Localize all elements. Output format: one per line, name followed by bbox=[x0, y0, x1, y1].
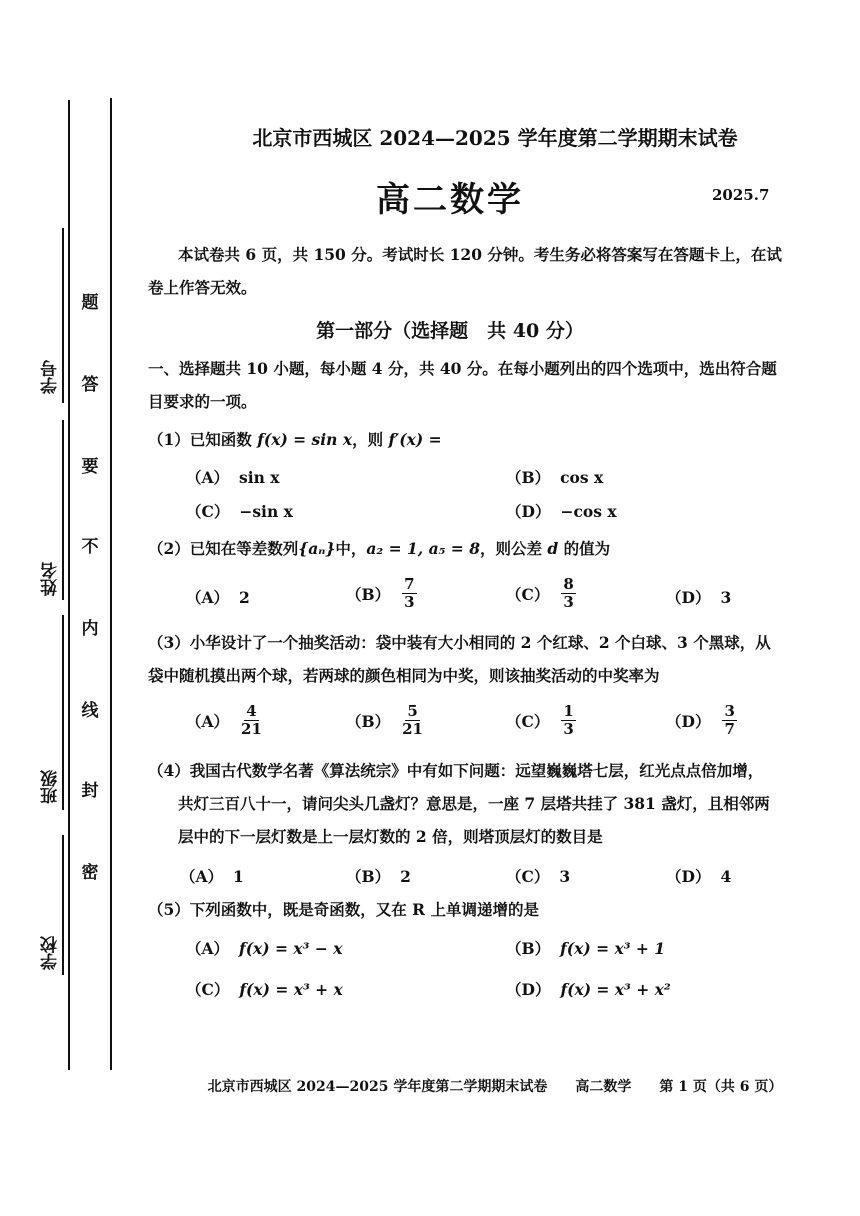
denominator: 3 bbox=[563, 720, 574, 738]
q3-option-c[interactable] bbox=[506, 703, 576, 738]
exam-title: 北京市西城区 2024—2025 学年度第二学期期末试卷 bbox=[252, 126, 738, 150]
option-key: （B） bbox=[346, 584, 391, 604]
option-key: （D） bbox=[666, 588, 711, 607]
q5-line-1: （5）下列函数中，既是奇函数，又在 R 上单调递增的是 bbox=[148, 900, 539, 919]
q2-option-b[interactable] bbox=[346, 576, 417, 611]
q2-cond: a₂ = 1, a₅ = 8 bbox=[366, 539, 480, 558]
section-intro-line-2: 目要求的一项。 bbox=[148, 392, 257, 411]
option-key: （D） bbox=[666, 867, 711, 886]
q1-mid: ，则 bbox=[352, 430, 384, 449]
q1-expr: f(x) = sin x bbox=[257, 430, 353, 449]
option-key: （A） bbox=[186, 468, 230, 487]
option-value: 3 bbox=[720, 587, 732, 607]
option-key: （C） bbox=[186, 980, 230, 999]
seal-char-1: 题 bbox=[81, 293, 99, 313]
fraction bbox=[561, 703, 575, 738]
option-value: 4 bbox=[720, 866, 732, 886]
denominator: 3 bbox=[563, 593, 574, 611]
section-intro-line-1: 一、选择题共 10 小题，每小题 4 分，共 40 分。在每小题列出的四个选项中，选出符合题 bbox=[148, 359, 777, 378]
option-value: 3 bbox=[559, 866, 571, 886]
q1-option-d[interactable] bbox=[506, 500, 617, 522]
page-footer: 北京市西城区 2024—2025 学年度第二学期期末试卷 高二数学 第 1 页（共 6 页） bbox=[207, 1079, 783, 1095]
q4-option-a[interactable] bbox=[180, 865, 244, 887]
field-class[interactable] bbox=[38, 770, 62, 810]
q4-line-2: 共灯三百八十一，请问尖头几盏灯？意思是，一座 7 层塔共挂了 381 盏灯，且相邻两 bbox=[178, 794, 770, 813]
option-value: f(x) = x³ + 1 bbox=[560, 938, 666, 958]
q4-option-c[interactable] bbox=[506, 865, 570, 887]
numerator: 8 bbox=[563, 575, 574, 593]
question-4 bbox=[148, 754, 788, 853]
q1-option-b[interactable] bbox=[506, 466, 603, 488]
question-5 bbox=[148, 893, 788, 926]
seal-char-4: 不 bbox=[81, 537, 99, 557]
q2-suffix: ，则公差 bbox=[479, 539, 542, 558]
denominator: 3 bbox=[404, 593, 415, 611]
option-key: （A） bbox=[186, 588, 230, 607]
option-value: sin x bbox=[239, 467, 280, 487]
q1-expr2: f′(x) = bbox=[388, 430, 442, 449]
q4-option-d[interactable] bbox=[666, 865, 731, 887]
field-class-label: 班级 bbox=[41, 770, 61, 804]
option-key: （B） bbox=[506, 939, 551, 958]
option-key: （A） bbox=[186, 939, 230, 958]
instructions-line-1: 本试卷共 6 页，共 150 分。考试时长 120 分钟。考生务必将答案写在答题卡上，在试 bbox=[178, 245, 782, 264]
option-key: （C） bbox=[506, 711, 550, 731]
option-value: cos x bbox=[560, 467, 604, 487]
exam-date: 2025.7 bbox=[712, 186, 770, 204]
denominator: 21 bbox=[241, 720, 262, 738]
option-key: （D） bbox=[506, 980, 551, 999]
field-name-label: 姓名 bbox=[41, 562, 61, 596]
seal-char-6: 线 bbox=[81, 701, 99, 721]
option-key: （D） bbox=[666, 711, 711, 731]
option-value: f(x) = x³ − x bbox=[239, 938, 343, 958]
q1-option-a[interactable] bbox=[186, 466, 280, 488]
option-value: 2 bbox=[400, 866, 411, 886]
field-school[interactable] bbox=[38, 936, 62, 976]
binding-line-outer bbox=[68, 100, 70, 1070]
q1-option-c[interactable] bbox=[186, 500, 293, 522]
instructions bbox=[148, 238, 788, 304]
field-name-underline bbox=[62, 420, 64, 600]
question-3 bbox=[148, 626, 788, 692]
option-value: −sin x bbox=[239, 501, 293, 521]
option-value: f(x) = x³ + x bbox=[239, 979, 343, 999]
q5-option-b[interactable] bbox=[506, 937, 665, 959]
q5-option-d[interactable] bbox=[506, 978, 671, 1000]
q3-line-2: 袋中随机摸出两个球，若两球的颜色相同为中奖，则该抽奖活动的中奖率为 bbox=[148, 666, 660, 685]
field-school-underline bbox=[62, 835, 64, 975]
fraction bbox=[402, 703, 423, 738]
numerator: 5 bbox=[407, 702, 418, 720]
option-key: （C） bbox=[186, 502, 230, 521]
exam-subject: 高二数学 bbox=[376, 180, 524, 220]
option-value: 1 bbox=[233, 866, 244, 886]
option-value: f(x) = x³ + x² bbox=[560, 979, 671, 999]
section-title: 第一部分（选择题 共 40 分） bbox=[316, 320, 584, 342]
field-name[interactable] bbox=[38, 562, 62, 602]
q2-end: 的值为 bbox=[563, 539, 611, 558]
binding-line-inner bbox=[110, 98, 112, 1070]
numerator: 3 bbox=[724, 702, 735, 720]
numerator: 4 bbox=[246, 702, 257, 720]
q2-option-a[interactable] bbox=[186, 586, 250, 608]
fraction bbox=[241, 703, 262, 738]
q1-prefix: （1）已知函数 bbox=[148, 430, 252, 449]
numerator: 7 bbox=[404, 575, 415, 593]
numerator: 1 bbox=[563, 702, 574, 720]
fraction bbox=[561, 576, 575, 611]
option-value: 2 bbox=[239, 587, 250, 607]
q3-line-1: （3）小华设计了一个抽奖活动：袋中装有大小相同的 2 个红球、2 个白球、3 个黑球，从 bbox=[148, 633, 771, 652]
instructions-line-2: 卷上作答无效。 bbox=[148, 278, 257, 297]
denominator: 7 bbox=[724, 720, 735, 738]
seal-char-3: 要 bbox=[81, 457, 99, 477]
q3-option-b[interactable] bbox=[346, 703, 423, 738]
option-key: （B） bbox=[346, 711, 391, 731]
field-student-id[interactable] bbox=[38, 360, 62, 400]
option-key: （A） bbox=[180, 867, 224, 886]
denominator: 21 bbox=[402, 720, 423, 738]
q5-option-c[interactable] bbox=[186, 978, 343, 1000]
field-class-underline bbox=[62, 615, 64, 810]
q3-option-d[interactable] bbox=[666, 703, 737, 738]
q4-line-1: （4）我国古代数学名著《算法统宗》中有如下问题：远望巍巍塔七层，红光点点倍加增， bbox=[148, 761, 764, 780]
question-1 bbox=[148, 423, 788, 456]
seal-char-2: 答 bbox=[81, 375, 99, 395]
option-key: （B） bbox=[506, 468, 551, 487]
q5-option-a[interactable] bbox=[186, 937, 342, 959]
option-key: （D） bbox=[506, 502, 551, 521]
option-key: （A） bbox=[186, 711, 230, 731]
option-key: （B） bbox=[346, 867, 391, 886]
field-school-label: 学校 bbox=[41, 936, 61, 970]
seal-char-7: 封 bbox=[81, 781, 99, 801]
q4-option-b[interactable] bbox=[346, 865, 411, 887]
option-key: （C） bbox=[506, 867, 550, 886]
seal-char-5: 内 bbox=[81, 619, 99, 639]
fraction bbox=[722, 703, 736, 738]
field-student-id-label: 学号 bbox=[41, 360, 61, 394]
q2-seq: {aₙ} bbox=[298, 539, 336, 558]
field-student-id-underline bbox=[62, 228, 64, 403]
section-intro bbox=[148, 352, 788, 418]
q4-line-3: 层中的下一层灯数是上一层灯数的 2 倍，则塔顶层灯的数目是 bbox=[178, 827, 603, 846]
seal-char-8: 密 bbox=[81, 863, 99, 883]
option-value: −cos x bbox=[560, 501, 617, 521]
fraction bbox=[402, 576, 416, 611]
option-key: （C） bbox=[506, 584, 550, 604]
q2-mid: 中， bbox=[335, 539, 367, 558]
q3-option-a[interactable] bbox=[186, 703, 262, 738]
q2-option-c[interactable] bbox=[506, 576, 576, 611]
q2-option-d[interactable] bbox=[666, 586, 731, 608]
q2-prefix: （2）已知在等差数列 bbox=[148, 539, 299, 558]
q2-var: d bbox=[547, 539, 559, 558]
question-2 bbox=[148, 532, 788, 565]
